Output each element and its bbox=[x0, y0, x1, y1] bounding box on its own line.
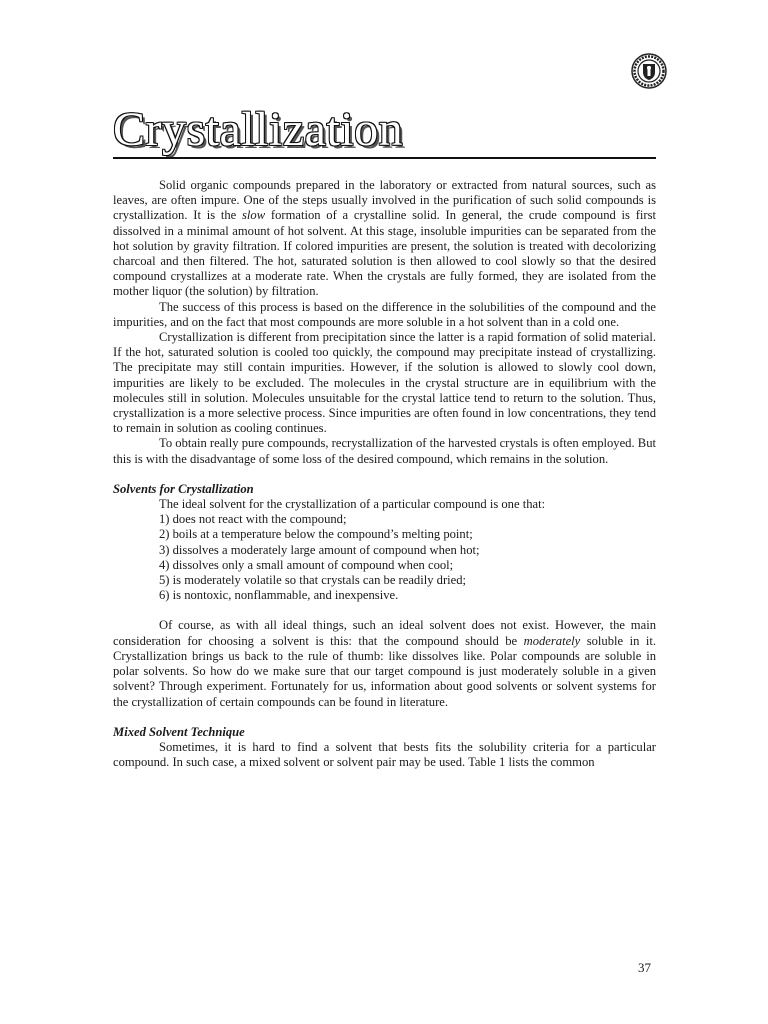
page-number: 37 bbox=[638, 960, 651, 975]
intro-paragraph-1 bbox=[113, 178, 656, 300]
solvent-criterion: 4) dissolves only a small amount of compound when cool; bbox=[159, 557, 454, 572]
intro-paragraph-4: To obtain really pure compounds, recrystallization of the harvested crystals is often employed. But this is with the disadvantage of some loss of the desired compound, which remains in the solution. bbox=[113, 436, 656, 466]
solvents-p-text-a: Of course, as with all ideal things, such an ideal solvent does not exist. However, the main consideration for choosing a solvent is this: that the compound should be bbox=[113, 618, 656, 648]
intro-paragraph-3: Crystallization is different from precipitation since the latter is a rapid formation of solid material. If the hot, saturated solution is cooled too quickly, the compound may precipitate instead of crystallizing. The precipitate may still contain impurities. However, if the solution is allowed to slowly cool down, impurities are likely to be excluded. The molecules in the crystal structure are in equilibrium with the molecules still in solution. Molecules unsuitable for the crystal lattice tend to return to the solution. Thus, crystallization is a more selective process. Since impurities are often found in low concentrations, they tend to remain in solution as cooling continues. bbox=[113, 330, 656, 436]
document-body bbox=[113, 178, 656, 770]
solvents-paragraph bbox=[113, 618, 656, 709]
university-seal-icon bbox=[631, 53, 667, 89]
solvents-p-text-b: soluble in it. Crystallization brings us back to the rule of thumb: like dissolves like. Polar compounds are soluble in polar solvents. So how do we make sure that our target compound is just moderately soluble in a given solvent? Through experiment. Fortunately for us, information about good solvents or solvent systems for the crystallization of certain compounds can be found in literature. bbox=[113, 633, 656, 709]
title-underline bbox=[113, 157, 656, 159]
solvent-criterion: 6) is nontoxic, nonflammable, and inexpensive. bbox=[159, 588, 399, 603]
solvent-criterion: 3) dissolves a moderately large amount of compound when hot; bbox=[159, 542, 480, 557]
page-title: Crystallization bbox=[113, 103, 404, 156]
solvent-criterion: 2) boils at a temperature below the compound’s melting point; bbox=[159, 527, 473, 542]
section-heading-solvents: Solvents for Crystallization bbox=[113, 481, 254, 496]
intro-paragraph-2: The success of this process is based on the difference in the solubilities of the compound and the impurities, and on the fact that most compounds are more soluble in a hot solvent than in a cold one. bbox=[113, 299, 656, 329]
section-heading-mixed-solvent: Mixed Solvent Technique bbox=[113, 724, 245, 739]
mixed-solvent-paragraph: Sometimes, it is hard to find a solvent that bests fits the solubility criteria for a particular compound. In such case, a mixed solvent or solvent pair may be used. Table 1 lists the common bbox=[113, 739, 656, 770]
intro-p1-emphasis: slow bbox=[242, 208, 266, 223]
solvents-intro: The ideal solvent for the crystallization of a particular compound is one that: bbox=[159, 497, 546, 512]
intro-p1-text-b: formation of a crystalline solid. In general, the crude compound is first dissolved in a minimal amount of hot solvent. At this stage, insoluble impurities can be separated from the hot solution by gravity filtration. If colored impurities are present, the solution is treated with decolorizing charcoal and then filtered. The hot, saturated solution is then allowed to cool slowly so that the desired compound crystallizes at a moderate rate. When the crystals are fully formed, they are isolated from the mother liquor (the solution) by filtration. bbox=[113, 208, 656, 299]
solvent-criterion: 5) is moderately volatile so that crystals can be readily dried; bbox=[159, 573, 467, 588]
solvent-criterion: 1) does not react with the compound; bbox=[159, 512, 347, 527]
solvents-p-emphasis: moderately bbox=[523, 633, 581, 648]
intro-p1-text-a: Solid organic compounds prepared in the laboratory or extracted from natural sources, such as leaves, are often impure. One of the steps usually involved in the purification of such solid compounds is crystallization. It is the bbox=[113, 178, 656, 223]
